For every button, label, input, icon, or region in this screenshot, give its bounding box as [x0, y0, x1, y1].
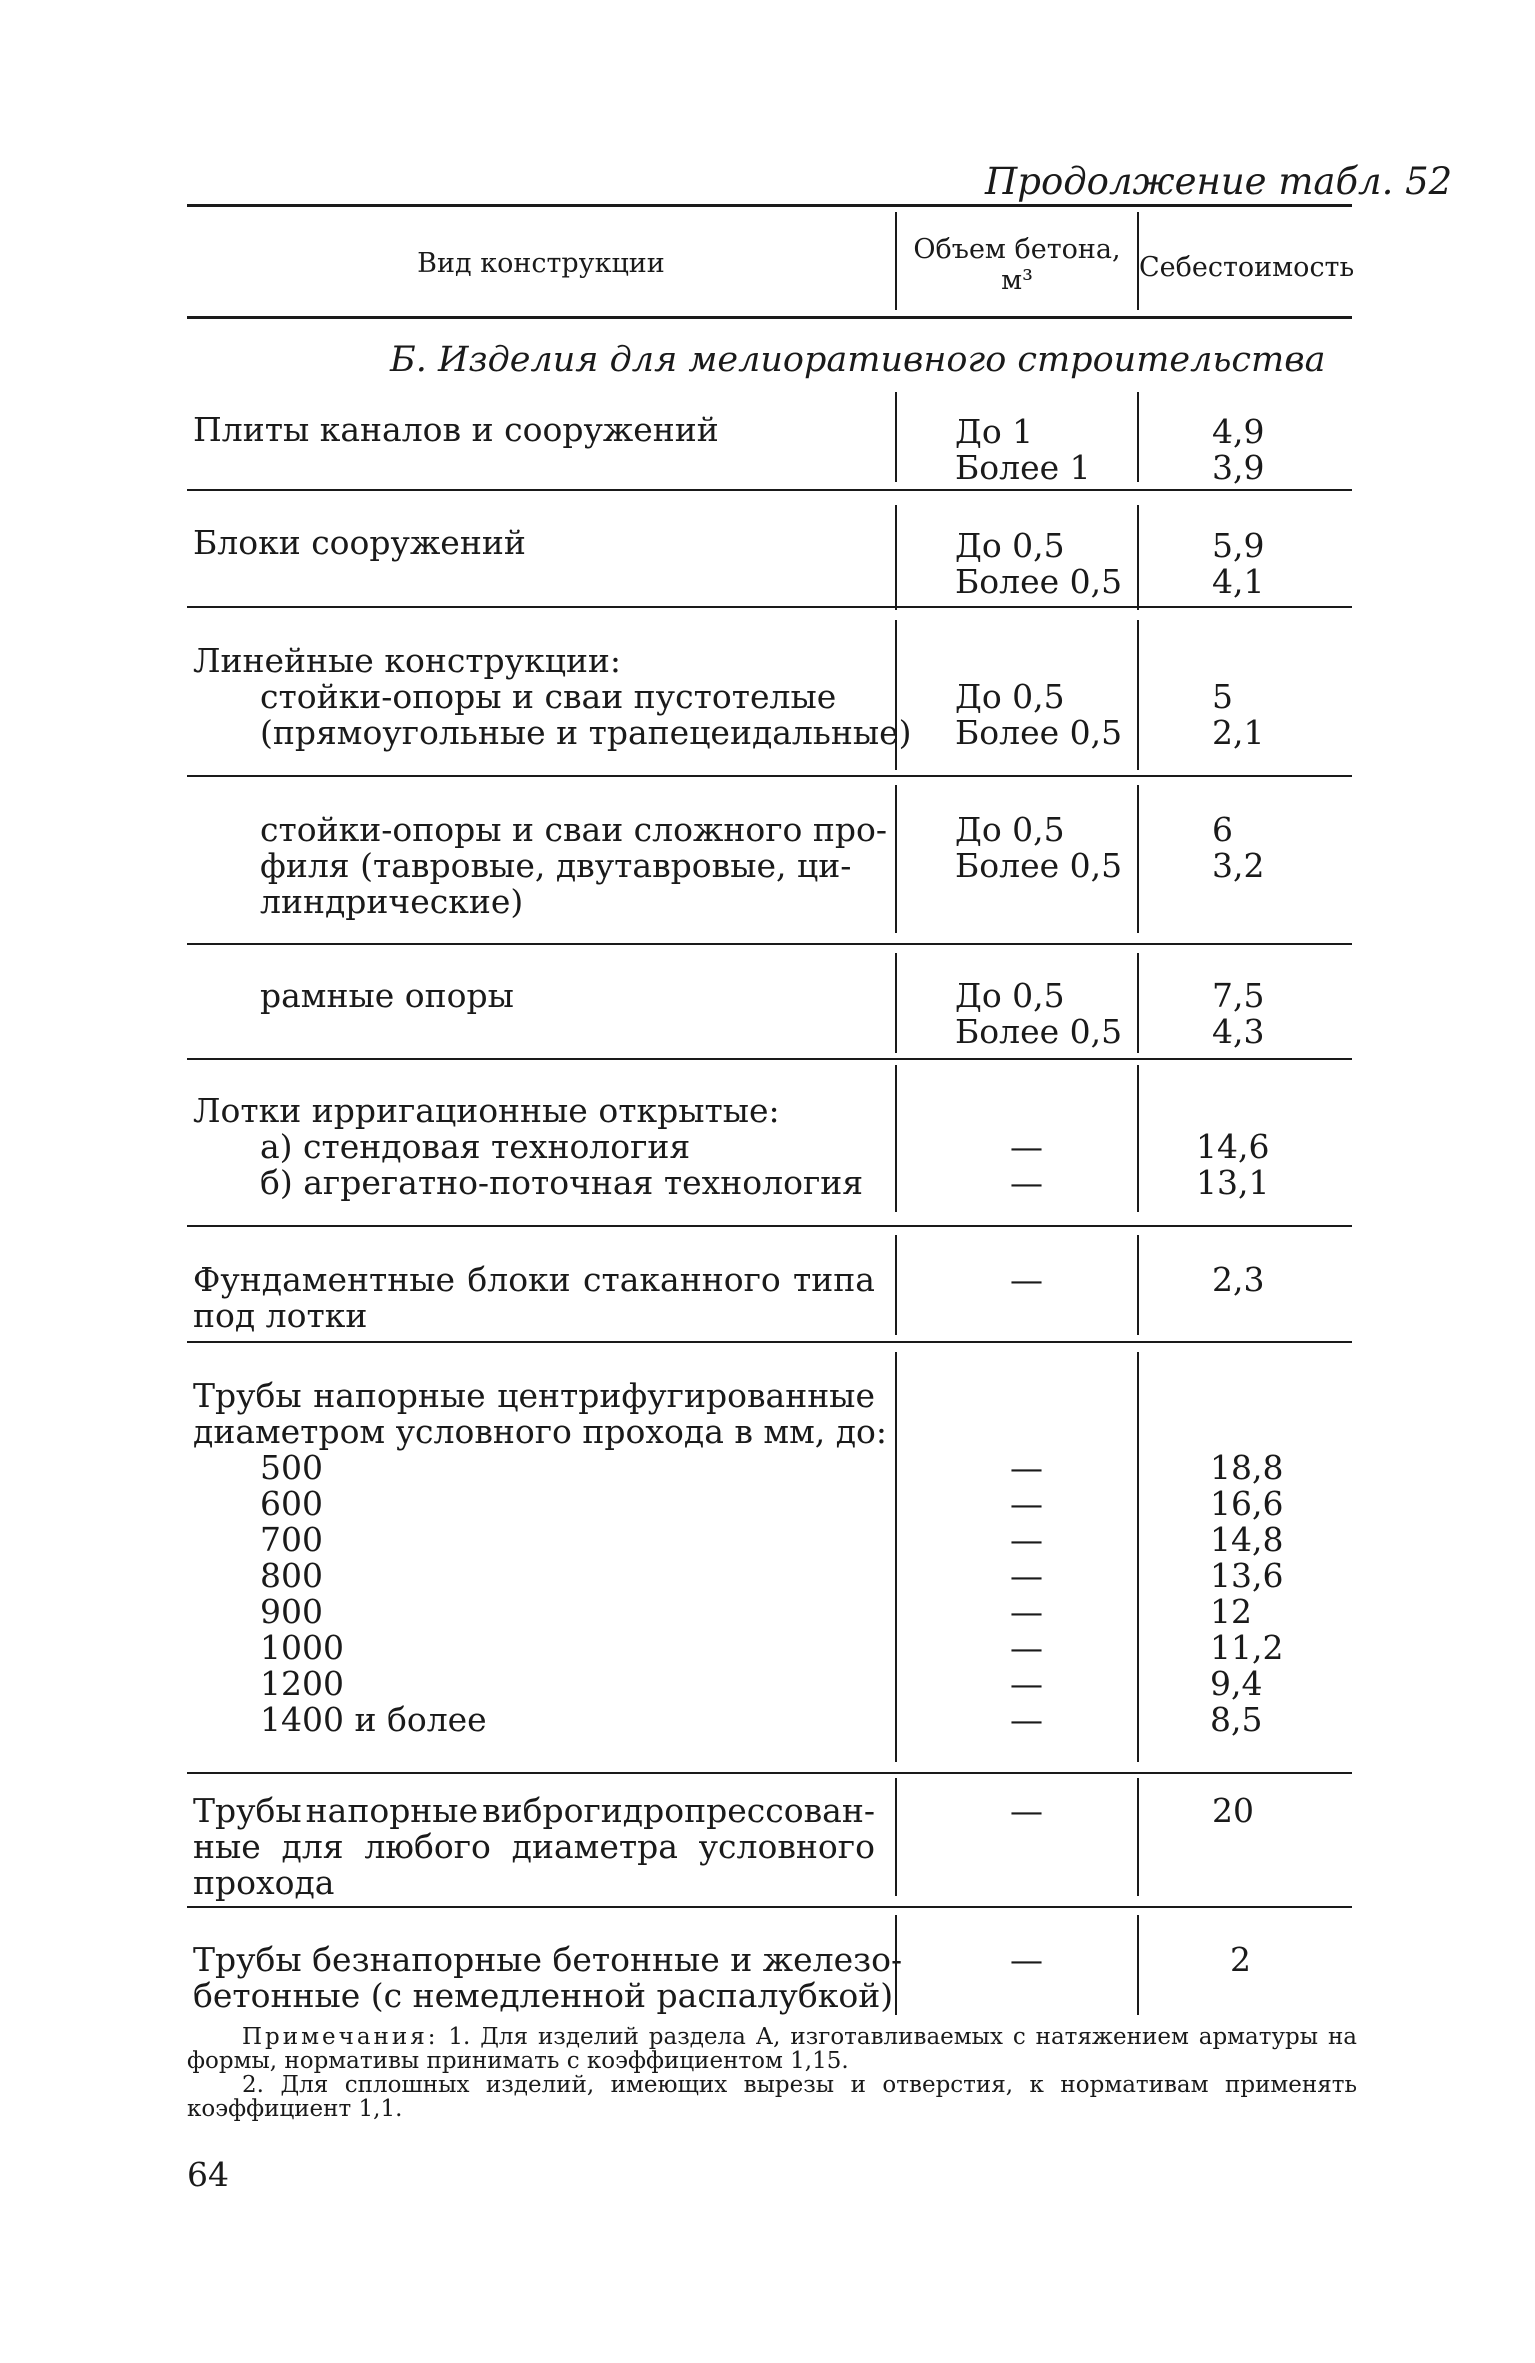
cost-cell: 14,6 13,1 [1196, 1127, 1270, 1202]
col-line [895, 505, 897, 610]
table-caption: Продолжение табл. 52 [985, 160, 1453, 203]
volume-cell: До 0,5 Более 0,5 [955, 677, 1123, 752]
row-separator [187, 1906, 1352, 1908]
header-bottom-rule [187, 316, 1352, 319]
cost-cell: 5,9 4,1 [1212, 526, 1265, 601]
col-line [1137, 785, 1139, 933]
cost-cell: 5 2,1 [1212, 677, 1265, 752]
note-1 [187, 2025, 1357, 2073]
row-separator [187, 1225, 1352, 1227]
col-line [1137, 1235, 1139, 1335]
row-separator [187, 943, 1352, 945]
volume-cell: До 0,5 Более 0,5 [955, 810, 1123, 885]
table-row: Трубы напорные виброгидропрессован- ные для любого диаметра условного прохода [193, 1791, 875, 1902]
col-line [1137, 505, 1139, 610]
notes-label: Примечания: [242, 2024, 439, 2050]
col-line [895, 1065, 897, 1212]
justified-line: ные для любого диаметра условного [193, 1827, 875, 1866]
col-line [895, 785, 897, 933]
col-line [895, 1778, 897, 1896]
justified-line: Трубы напорные центрифугированные [193, 1376, 875, 1415]
row-separator [187, 1058, 1352, 1060]
col-line [895, 1235, 897, 1335]
table-row: Трубы безнапорные бетонные и железо- бетонные (с немедленной распалубкой) [193, 1940, 903, 2015]
table-row: Блоки сооружений [193, 523, 526, 562]
note-2: 2. Для сплошных изделий, имеющих вырезы и отверстия, к нормативам применять коэффициент 1,1. [187, 2072, 1357, 2122]
table-row: Трубы напорные центрифугированные диаметром условного прохода в мм, до: 500 600 700 800 900 1000 1200 1400 и более [193, 1376, 888, 1739]
header-col-cost: Себестоимость [1139, 252, 1355, 283]
header-col-volume: Объем бетона, м³ [913, 234, 1121, 296]
section-title: Б. Изделия для мелиоративного строительства [390, 340, 1326, 380]
page-number: 64 [187, 2155, 229, 2194]
volume-cell: До 0,5 Более 0,5 [955, 526, 1123, 601]
volume-cell: — [1010, 1260, 1043, 1299]
row-separator [187, 489, 1352, 491]
cost-cell: 2,3 [1212, 1260, 1265, 1299]
table-row: стойки-опоры и сваи сложного про- филя (тавровые, двутавровые, ци- линдрические) [260, 810, 887, 921]
col-line [1137, 953, 1139, 1053]
table-row: Линейные конструкции: стойки-опоры и сваи пустотелые (прямоугольные и трапецеидальные) [193, 641, 912, 752]
header-col-type: Вид конструкции [417, 248, 665, 279]
row-separator [187, 1772, 1352, 1774]
row-separator [187, 606, 1352, 608]
cost-cell: 18,8 16,6 14,8 13,6 12 11,2 9,4 8,5 [1210, 1448, 1284, 1739]
row-separator [187, 775, 1352, 777]
table-row: рамные опоры [260, 976, 514, 1015]
header-top-rule [187, 204, 1352, 207]
row-separator [187, 1341, 1352, 1343]
cost-cell: 4,9 3,9 [1212, 412, 1265, 487]
col-line [1137, 1352, 1139, 1762]
col-line [895, 392, 897, 482]
justified-line: Фундаментные блоки стаканного типа [193, 1260, 875, 1299]
col-line [1137, 1915, 1139, 2015]
cost-cell: 20 [1212, 1791, 1254, 1830]
table-row: Лотки ирригационные открытые: а) стендовая технология б) агрегатно-поточная технология [193, 1091, 864, 1202]
volume-cell: — — [1010, 1127, 1043, 1202]
cost-cell: 7,5 4,3 [1212, 976, 1265, 1051]
justified-line: Трубы напорные виброгидропрессован- [193, 1791, 875, 1830]
table-row: Плиты каналов и сооружений [193, 410, 719, 449]
col-line [1137, 1778, 1139, 1896]
table-row: Фундаментные блоки стаканного типа под лотки [193, 1260, 875, 1335]
volume-cell: — — — — — — — — [1010, 1448, 1043, 1739]
col-line [895, 1352, 897, 1762]
volume-cell: — [1010, 1791, 1043, 1830]
cost-cell: 2 [1230, 1940, 1251, 1979]
volume-cell: До 0,5 Более 0,5 [955, 976, 1123, 1051]
col-line [1137, 392, 1139, 482]
cost-cell: 6 3,2 [1212, 810, 1265, 885]
col-line [1137, 620, 1139, 770]
table-notes [187, 2025, 1357, 2121]
col-line [1137, 1065, 1139, 1212]
note-1-text: 1. Для изделий раздела А, изготавливаемых с натяжением арматуры на формы, нормативы принимать с коэффициентом 1,15. [187, 2024, 1358, 2074]
col-line [895, 953, 897, 1053]
volume-cell: До 1 Более 1 [955, 412, 1091, 487]
volume-cell: — [1010, 1940, 1043, 1979]
